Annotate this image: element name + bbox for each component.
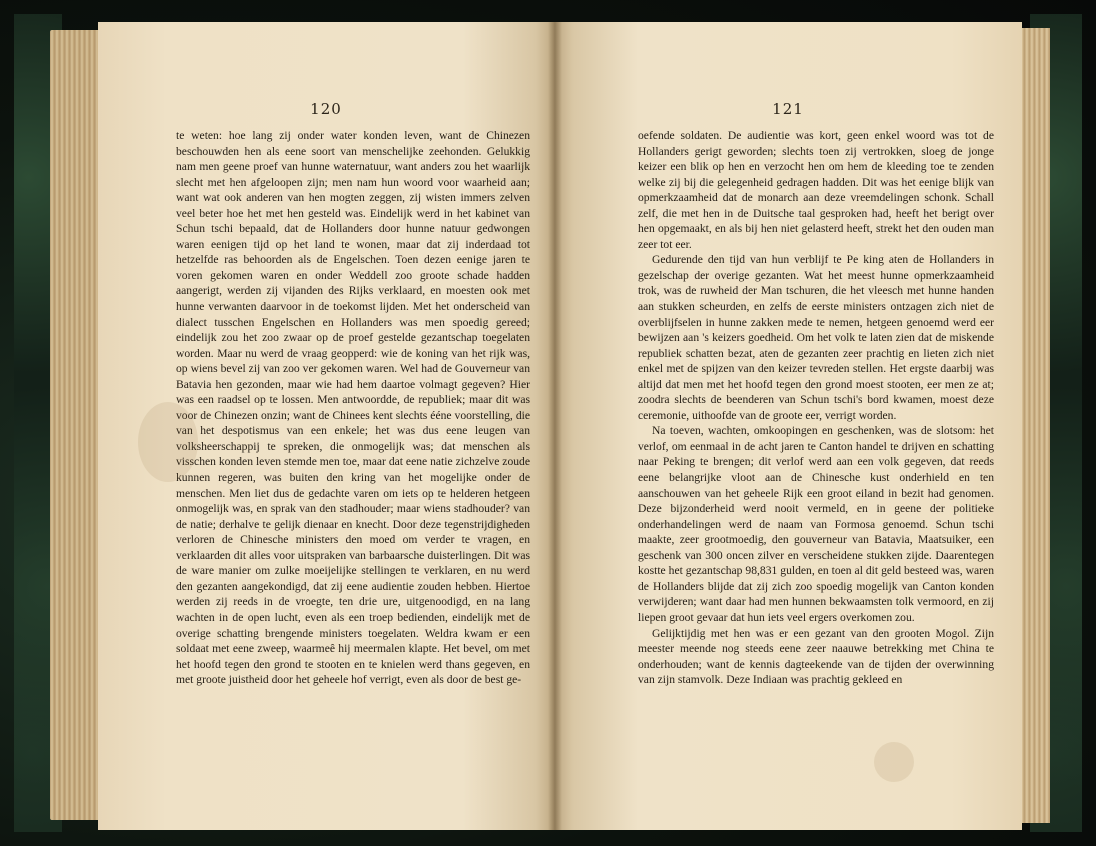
right-page-text: [638, 128, 994, 688]
right-page: [554, 22, 1022, 830]
left-page-number: 120: [310, 100, 342, 118]
left-paragraph-1: te weten: hoe lang zij onder water konden leven, want de Chinezen beschouwden hen als eene soort van menschelijke zeehonden. Gelukkig nam men geene proef van hunne waternatuur, want anders zou het waarlijk slecht met hen afgeloopen zijn; men nam hun woord voor waarheid aan; want wat ook anderen van hen mogten zeggen, zij wisten immers zelven veel beter hoe het met hen gesteld was. Eindelijk werd in het kabinet van Schun tschi bepaald, dat de Hollanders door hunne natuur gedwongen waren eenigen tijd op het land te wonen, maar dat zij inderdaad tot hetzelfde ras behoorden als de Engelschen. Toen dezen eenige jaren te voren gekomen waren en onder Weddell zoo groote schade hadden aangerigt, werden zij vijanden des Rijks verklaard, en moesten ook met hunne verwanten daarvoor in de toekomst lijden. Met het onderscheid van dialect tusschen Engelschen en Hollanders was men spoedig gereed; eindelijk zou het zoo zwaar op de proef gestelde gezantschap toegelaten worden. Maar nu werd de vraag geopperd: wie de koning van het rijk was, op wiens bevel zij van zoo ver gekomen waren. Wel had de Gouverneur van Batavia hen gezonden, maar wie had hem daartoe volmagt gegeven? Hier was een raadsel op te lossen. Men antwoordde, de republiek; maar dit was voor de Chinezen onzin; want de Chinees kent slechts ééne voorstelling, die van het despotismus van een enkele; het was dus eene leugen van volksheerschappij te spreken, die onmogelijk was; dat menschen als visschen konden leven stemde men toe, maar dat eene natie zichzelve zoude kunnen regeren, was buiten den kring van het mogelijke onder de menschen. Men liet dus de gedachte varen om iets op te helderen hetgeen onmogelijk was, en sprak van den stadhouder; maar wiens stadhouder? van de natie; derhalve te gelijk dienaar en knecht. Door deze tegenstrijdigheden verloren de Chinesche ministers den moed om verder te vragen, en verklaarden dit alles voor uitspraken van barbaarsche duisterlingen. Dit was de ware manier om zulke moeijelijke stellingen te verklaren, en nu werd den gezanten aangekondigd, dat zij eene audientie zouden hebben. Hiertoe werden zij reeds in de vroegte, ten drie ure, uitgenoodigd, en na lang wachten in de open lucht, even als een troep bedienden, eindelijk met de overige schatting brengende ministers toegelaten. Weldra kwam er een soldaat met eene zweep, waarmeê hij meermalen klapte. Het bevel, om met het hoofd tegen den grond te stooten en te knielen werd thans gegeven, en met groote juistheid door het geheele hof verrigt, even als door de best ge-: [176, 129, 530, 687]
right-page-number: 121: [772, 100, 804, 118]
page-edges-right: [1020, 28, 1050, 823]
open-book: [50, 22, 1050, 830]
right-paragraph-3: Na toeven, wachten, omkoopingen en geschenken, was de slotsom: het verlof, om eenmaal in de acht jaren te Canton handel te drijven en schatting naar Peking te brengen; dit verlof werd aan een volk gegeven, dat reeds eene belangrijke vloot aan de Chinesche kust onderhield en ten aanschouwen van het geheele Rijk een groot eiland in bezit had genomen. Deze bijzonderheid werd nooit vermeld, en in geene der politieke onderhandelingen werd de naam van Formosa genoemd. Schun tschi maakte, zeer grootmoedig, den gouverneur van Batavia, Maatsuiker, een geschenk van 300 oncen zilver en verscheidene stukken zijde. Daarentegen kostte het gezantschap 98,831 gulden, en toen al dit geld besteed was, waren de Hollanders blijde dat zij zich zoo spoedig mogelijk van Canton konden verwijderen; want daar had men hunnen bekwaamsten tolk vermoord, en zij liepen groot gevaar dat hun iets veel ergers overkomen zou.: [638, 424, 994, 624]
paper-stain: [138, 402, 198, 482]
right-paragraph-1: oefende soldaten. De audientie was kort, geen enkel woord was tot de Hollanders gerigt geworden; slechts toen zij vertrokken, sloeg de jonge keizer een blik op hen en verzocht hen om hem de kleeding toe te zenden welke zij bij die gelegenheid gedragen hadden. Dit was het eenige blijk van opmerkzaamheid dat de monarch aan deze vreemdelingen schonk. Schall zelf, die met hen in de Duitsche taal gesproken had, heeft het berigt over hen opgemaakt, en als bij hen niet gelasterd heeft, strekt het den ouden man zeer tot eer.: [638, 129, 994, 251]
right-paragraph-4: Gelijktijdig met hen was er een gezant van den grooten Mogol. Zijn meester meende nog steeds eene zeer naauwe betrekking met China te onderhouden; want de kennis dagteekende van de tijden der overwinning van zijn stamvolk. Deze Indiaan was prachtig gekleed en: [638, 626, 994, 687]
paper-stain: [874, 742, 914, 782]
right-paragraph-2: Gedurende den tijd van hun verblijf te Pe king aten de Hollanders in gezelschap der overige gezanten. Wat het meest hunne opmerkzaamheid trok, was de ruwheid der Man tschuren, die het vleesch met hunne handen aan stukken scheurden, en zelfs de eerste ministers ontzagen zich niet de overblijfselen in hunne zakken mede te nemen, hetgeen genoemd werd eer bewijzen aan 's keizers goedheid. Om het volk te laten zien dat de miskende republiek schatten bezat, aten de gezanten zeer prachtig en lieten zich niet enkel met de spijzen van den keizer tevreden stellen. Het ergste daarbij was altijd dat men met het hoofd tegen den grond moest stooten, eer men ze at; zoodra slechts de beenderen van Schun tschi's bord kwamen, moest deze ceremonie, uithoofde van de groote eer, verrigt worden.: [638, 253, 994, 422]
book-gutter: [548, 22, 562, 830]
page-edges-left: [50, 30, 102, 820]
left-page-text: [176, 128, 530, 688]
left-page: [98, 22, 554, 830]
